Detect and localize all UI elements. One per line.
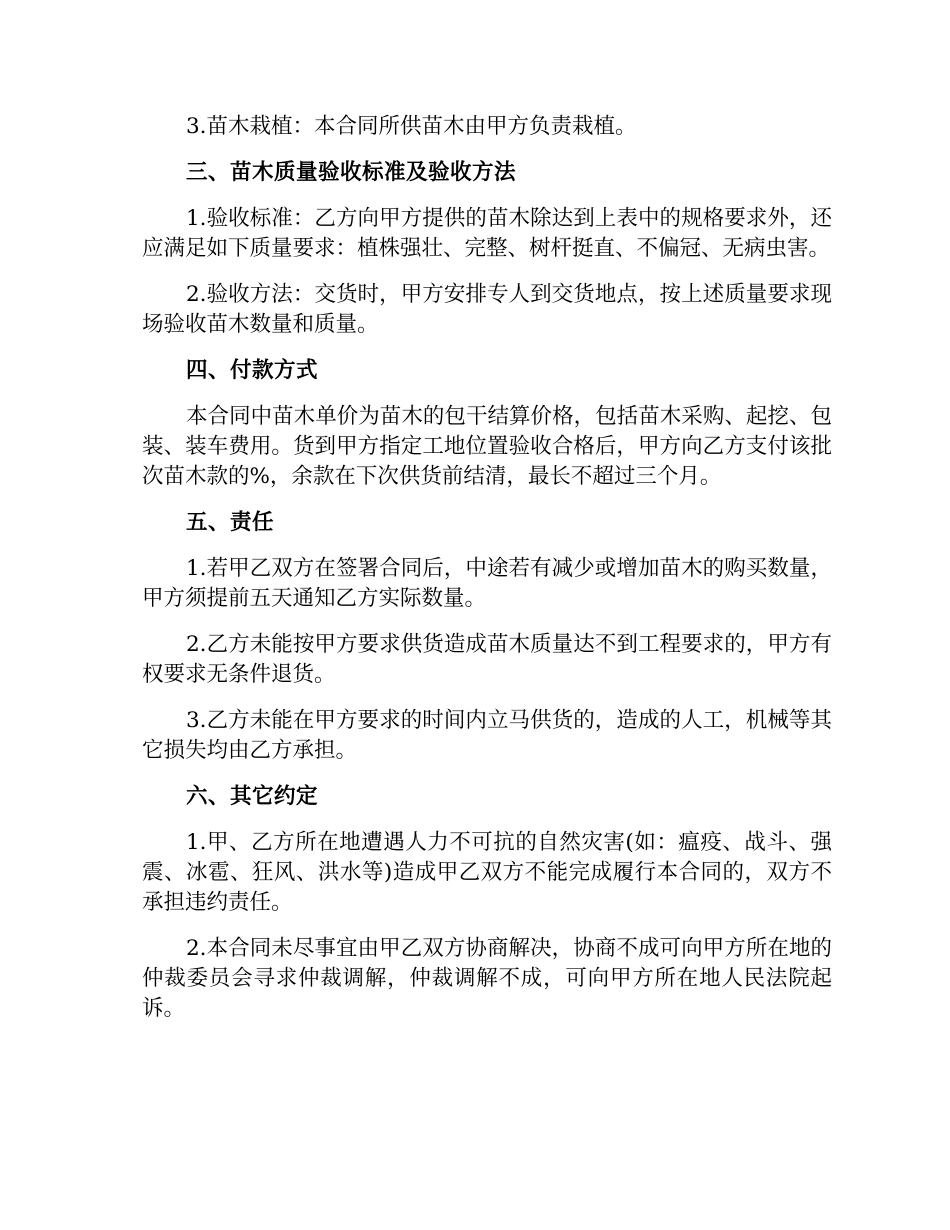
section-heading-other: 六、其它约定 (186, 784, 319, 809)
planting-clause: 3.苗木栽植：本合同所供苗木由甲方负责栽植。 (186, 114, 637, 139)
other-clause-2: 2.本合同未尽事宜由甲乙双方协商解决，协商不成可向甲方所在地的仲裁委员会寻求仲裁调解，仲裁调解不成，可向甲方所在地人民法院起诉。 (142, 936, 832, 1021)
other-clause-1: 1.甲、乙方所在地遭遇人力不可抗的自然灾害(如：瘟疫、战斗、强震、冰雹、狂风、洪水等)造成甲乙双方不能完成履行本合同的，双方不承担违约责任。 (142, 830, 832, 915)
payment-clause: 本合同中苗木单价为苗木的包干结算价格，包括苗木采购、起挖、包装、装车费用。货到甲方指定工地位置验收合格后，甲方向乙方支付该批次苗木款的%，余款在下次供货前结清，最长不超过三个月。 (142, 404, 832, 489)
liability-clause-3: 3.乙方未能在甲方要求的时间内立马供货的，造成的人工，机械等其它损失均由乙方承担。 (142, 708, 832, 763)
acceptance-method-clause: 2.验收方法：交货时，甲方安排专人到交货地点，按上述质量要求现场验收苗木数量和质量。 (142, 282, 832, 337)
liability-clause-1: 1.若甲乙双方在签署合同后，中途若有减少或增加苗木的购买数量，甲方须提前五天通知乙方实际数量。 (142, 556, 832, 611)
section-heading-payment: 四、付款方式 (186, 358, 319, 383)
acceptance-standard-clause: 1.验收标准：乙方向甲方提供的苗木除达到上表中的规格要求外，还应满足如下质量要求：植株强壮、完整、树杆挺直、不偏冠、无病虫害。 (142, 206, 832, 261)
document-page (142, 112, 832, 1040)
section-heading-acceptance: 三、苗木质量验收标准及验收方法 (186, 160, 517, 185)
section-heading-liability: 五、责任 (186, 510, 275, 535)
liability-clause-2: 2.乙方未能按甲方要求供货造成苗木质量达不到工程要求的，甲方有权要求无条件退货。 (142, 632, 832, 687)
